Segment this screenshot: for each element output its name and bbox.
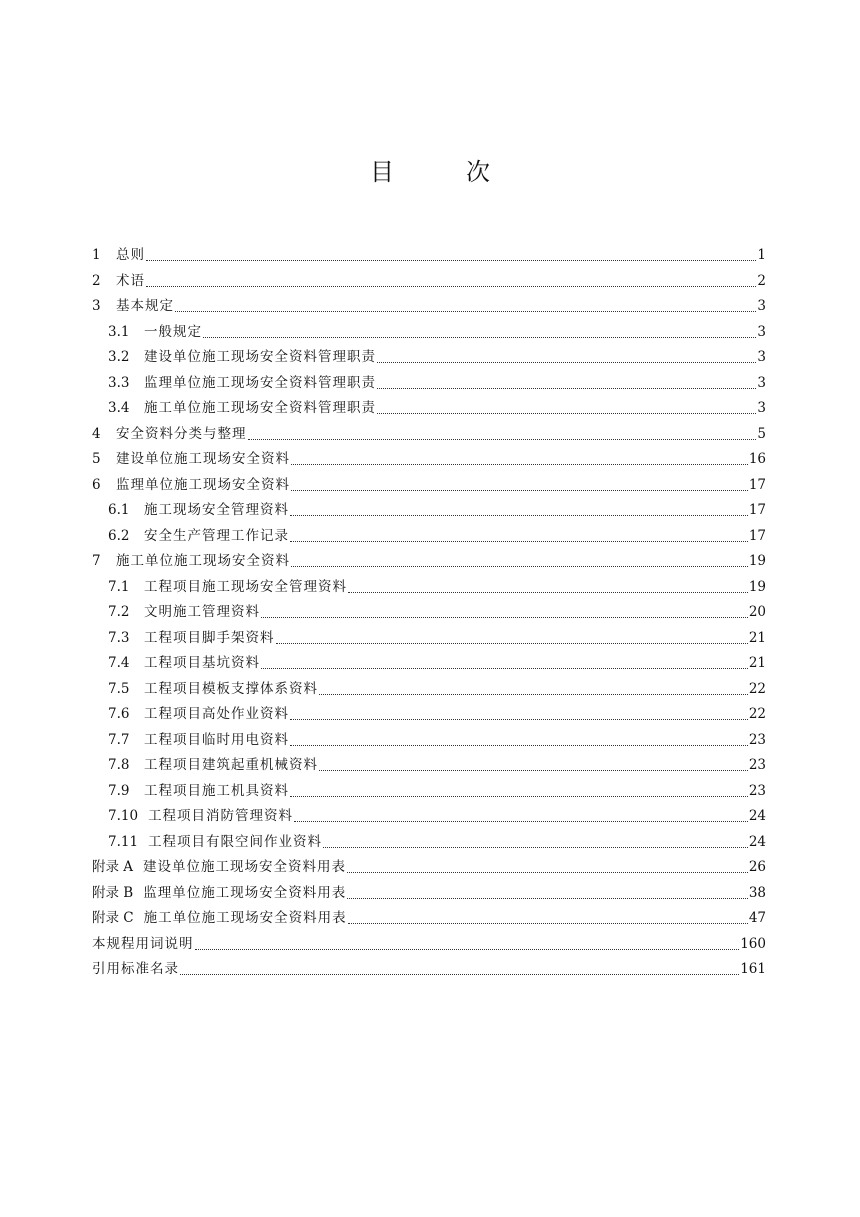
toc-entry[interactable] bbox=[92, 243, 766, 269]
toc-entry-label: 施工单位施工现场安全资料 bbox=[116, 553, 290, 569]
toc-entry[interactable] bbox=[92, 651, 766, 677]
toc-entry[interactable] bbox=[92, 804, 766, 830]
toc-entry-label: 施工现场安全管理资料 bbox=[144, 502, 289, 518]
toc-entry[interactable] bbox=[92, 473, 766, 499]
toc-entry-page-number: 23 bbox=[748, 782, 766, 799]
toc-entry[interactable] bbox=[92, 881, 766, 907]
toc-entry-number: 5 bbox=[92, 451, 101, 467]
toc-entry-label: 基本规定 bbox=[116, 298, 174, 314]
dot-leader bbox=[203, 337, 756, 338]
toc-entry-page-number: 19 bbox=[748, 578, 766, 595]
toc-entry-number: 7.11 bbox=[108, 833, 139, 850]
toc-entry[interactable] bbox=[92, 957, 766, 983]
dot-leader bbox=[347, 872, 748, 873]
toc-entry[interactable] bbox=[92, 753, 766, 779]
toc-entry-label: 施工单位施工现场安全资料管理职责 bbox=[144, 400, 376, 416]
dot-leader bbox=[195, 949, 740, 950]
toc-entry-number: 3.2 bbox=[108, 349, 130, 365]
page-title: 目 次 bbox=[370, 158, 490, 186]
toc-entry-page-number: 2 bbox=[757, 272, 766, 289]
toc-entry-number: 1 bbox=[92, 247, 101, 263]
toc-entry[interactable] bbox=[92, 932, 766, 958]
toc-entry-label: 一般规定 bbox=[144, 323, 202, 340]
toc-entry[interactable] bbox=[92, 626, 766, 652]
toc-entry-page-number: 38 bbox=[748, 884, 766, 901]
toc-entry-label: 引用标准名录 bbox=[92, 961, 179, 977]
dot-leader bbox=[146, 286, 756, 287]
toc-entry-page-number: 19 bbox=[748, 553, 766, 569]
toc-entry[interactable] bbox=[92, 600, 766, 626]
toc-entry-number: 6.2 bbox=[108, 527, 130, 544]
toc-entry[interactable] bbox=[92, 906, 766, 932]
toc-entry-label: 文明施工管理资料 bbox=[144, 604, 260, 620]
toc-entry[interactable] bbox=[92, 575, 766, 601]
toc-entry-label: 监理单位施工现场安全资料 bbox=[116, 476, 290, 493]
dot-leader bbox=[291, 490, 748, 491]
toc-entry-label: 工程项目消防管理资料 bbox=[148, 808, 294, 824]
toc-entry-page-number: 24 bbox=[748, 833, 766, 850]
toc-entry-number: 3 bbox=[92, 298, 101, 314]
toc-entry-number: 7.1 bbox=[108, 578, 130, 595]
toc-entry-page-number: 17 bbox=[748, 476, 766, 493]
toc-entry[interactable] bbox=[92, 702, 766, 728]
toc-entry-label: 建设单位施工现场安全资料管理职责 bbox=[144, 349, 376, 365]
toc-entry-page-number: 26 bbox=[748, 859, 766, 875]
dot-leader bbox=[290, 796, 748, 797]
dot-leader bbox=[290, 745, 748, 746]
dot-leader bbox=[323, 847, 748, 848]
dot-leader bbox=[291, 566, 748, 567]
toc-entry-label: 工程项目有限空间作业资料 bbox=[148, 833, 323, 850]
toc-entry-page-number: 1 bbox=[757, 247, 766, 263]
toc-entry-page-number: 5 bbox=[757, 425, 766, 442]
toc-entry-label: 建设单位施工现场安全资料用表 bbox=[143, 859, 347, 875]
toc-entry-number: 7.4 bbox=[108, 655, 130, 671]
dot-leader bbox=[261, 668, 748, 669]
toc-entry-page-number: 3 bbox=[757, 298, 766, 314]
table-of-contents bbox=[92, 243, 766, 983]
dot-leader bbox=[319, 770, 748, 771]
toc-entry-number: 7.3 bbox=[108, 629, 130, 646]
dot-leader bbox=[290, 541, 748, 542]
toc-entry-page-number: 161 bbox=[740, 961, 766, 977]
toc-entry-label: 工程项目基坑资料 bbox=[144, 655, 260, 671]
toc-entry-number: 6 bbox=[92, 476, 101, 493]
toc-entry-page-number: 16 bbox=[748, 451, 766, 467]
dot-leader bbox=[348, 923, 748, 924]
toc-entry-label: 施工单位施工现场安全资料用表 bbox=[143, 910, 347, 926]
toc-entry-label: 工程项目施工机具资料 bbox=[144, 782, 289, 799]
toc-entry[interactable] bbox=[92, 447, 766, 473]
toc-entry-label: 工程项目脚手架资料 bbox=[144, 629, 275, 646]
toc-entry-number: 4 bbox=[92, 425, 101, 442]
toc-entry-label: 工程项目高处作业资料 bbox=[144, 706, 289, 722]
dot-leader bbox=[377, 413, 756, 414]
toc-entry-page-number: 22 bbox=[748, 706, 766, 722]
toc-entry-label: 安全资料分类与整理 bbox=[116, 425, 247, 442]
toc-entry[interactable] bbox=[92, 830, 766, 856]
toc-entry-number: 7.9 bbox=[108, 782, 130, 799]
toc-entry-number: 附录 B bbox=[92, 884, 134, 901]
toc-entry-label: 总则 bbox=[116, 247, 145, 263]
dot-leader bbox=[248, 439, 757, 440]
toc-entry-page-number: 22 bbox=[748, 680, 766, 697]
dot-leader bbox=[180, 974, 739, 975]
toc-entry-number: 7.2 bbox=[108, 604, 130, 620]
dot-leader bbox=[276, 643, 748, 644]
toc-entry[interactable] bbox=[92, 524, 766, 550]
dot-leader bbox=[261, 617, 748, 618]
toc-entry-page-number: 3 bbox=[757, 374, 766, 391]
toc-entry[interactable] bbox=[92, 269, 766, 295]
toc-entry[interactable] bbox=[92, 345, 766, 371]
toc-entry-number: 附录 C bbox=[92, 910, 134, 926]
toc-entry-page-number: 21 bbox=[748, 655, 766, 671]
toc-entry-page-number: 3 bbox=[757, 349, 766, 365]
toc-entry-number: 3.3 bbox=[108, 374, 130, 391]
toc-entry-page-number: 23 bbox=[748, 757, 766, 773]
toc-entry-label: 安全生产管理工作记录 bbox=[144, 527, 289, 544]
toc-entry[interactable] bbox=[92, 396, 766, 422]
toc-entry-page-number: 3 bbox=[757, 323, 766, 340]
dot-leader bbox=[290, 719, 748, 720]
toc-entry-number: 7.8 bbox=[108, 757, 130, 773]
toc-entry[interactable] bbox=[92, 728, 766, 754]
toc-entry-page-number: 21 bbox=[748, 629, 766, 646]
toc-entry[interactable] bbox=[92, 549, 766, 575]
dot-leader bbox=[290, 515, 748, 516]
toc-entry-label: 建设单位施工现场安全资料 bbox=[116, 451, 290, 467]
toc-entry[interactable] bbox=[92, 320, 766, 346]
toc-entry[interactable] bbox=[92, 498, 766, 524]
dot-leader bbox=[175, 311, 756, 312]
toc-entry-number: 6.1 bbox=[108, 502, 130, 518]
toc-entry-page-number: 24 bbox=[748, 808, 766, 824]
dot-leader bbox=[377, 388, 756, 389]
toc-entry-number: 7.7 bbox=[108, 731, 130, 748]
toc-entry[interactable] bbox=[92, 677, 766, 703]
toc-entry-number: 附录 A bbox=[92, 859, 134, 875]
toc-entry-number: 7 bbox=[92, 553, 101, 569]
toc-entry[interactable] bbox=[92, 371, 766, 397]
toc-entry-page-number: 47 bbox=[748, 910, 766, 926]
toc-entry[interactable] bbox=[92, 779, 766, 805]
toc-entry-label: 监理单位施工现场安全资料管理职责 bbox=[144, 374, 376, 391]
toc-entry-label: 工程项目施工现场安全管理资料 bbox=[144, 578, 347, 595]
toc-entry-number: 7.5 bbox=[108, 680, 130, 697]
toc-entry-number: 2 bbox=[92, 272, 101, 289]
toc-entry-label: 工程项目建筑起重机械资料 bbox=[144, 757, 318, 773]
dot-leader bbox=[319, 694, 748, 695]
toc-entry-label: 监理单位施工现场安全资料用表 bbox=[143, 884, 347, 901]
toc-entry-page-number: 17 bbox=[748, 502, 766, 518]
dot-leader bbox=[377, 362, 756, 363]
toc-entry-number: 7.10 bbox=[108, 808, 139, 824]
toc-entry-number: 7.6 bbox=[108, 706, 130, 722]
dot-leader bbox=[348, 592, 748, 593]
toc-entry-page-number: 20 bbox=[748, 604, 766, 620]
toc-entry-page-number: 160 bbox=[740, 935, 766, 952]
toc-entry-label: 工程项目临时用电资料 bbox=[144, 731, 289, 748]
toc-entry[interactable] bbox=[92, 294, 766, 320]
dot-leader bbox=[291, 464, 748, 465]
toc-entry-label: 工程项目模板支撑体系资料 bbox=[144, 680, 318, 697]
toc-entry-number: 3.4 bbox=[108, 400, 130, 416]
toc-entry-label: 本规程用词说明 bbox=[92, 935, 194, 952]
dot-leader bbox=[347, 898, 748, 899]
toc-entry-page-number: 3 bbox=[757, 400, 766, 416]
dot-leader bbox=[294, 821, 748, 822]
toc-entry-number: 3.1 bbox=[108, 323, 130, 340]
toc-entry-page-number: 23 bbox=[748, 731, 766, 748]
toc-entry-page-number: 17 bbox=[748, 527, 766, 544]
toc-entry[interactable] bbox=[92, 855, 766, 881]
toc-entry-label: 术语 bbox=[116, 272, 145, 289]
dot-leader bbox=[146, 260, 756, 261]
toc-entry[interactable] bbox=[92, 422, 766, 448]
